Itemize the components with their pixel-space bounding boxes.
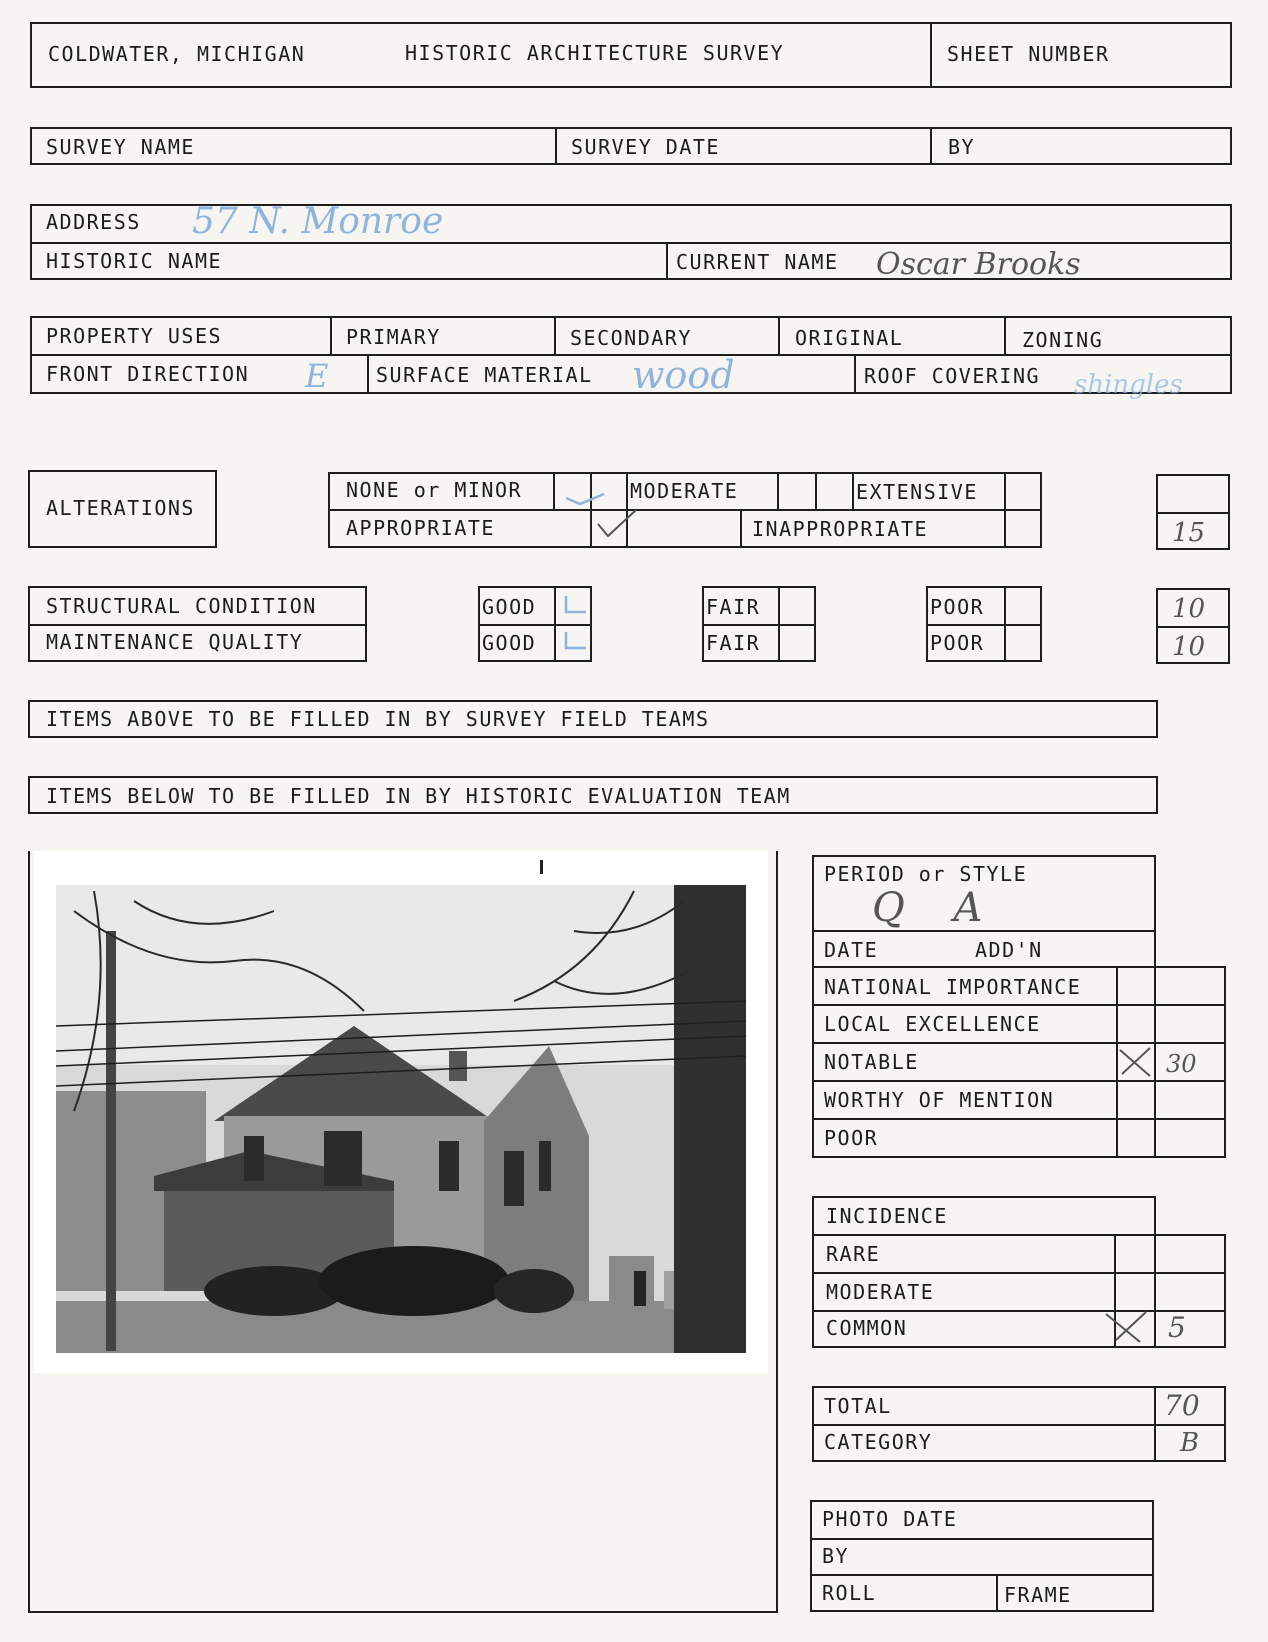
front-direction-label: FRONT DIRECTION [46,362,250,386]
structural-score: 10 [1172,594,1206,624]
zoning-label: ZONING [1022,328,1104,352]
survey-date-label: SURVEY DATE [571,135,720,159]
address-value: 57 N. Monroe [192,201,444,242]
worthy-label: WORTHY OF MENTION [824,1088,1055,1112]
structural-fair-label: FAIR [706,595,761,619]
maintenance-score: 10 [1172,632,1206,662]
incidence-label: INCIDENCE [826,1204,948,1228]
original-label: ORIGINAL [795,326,904,350]
roof-covering-value: shingles [1074,370,1183,400]
extensive-label: EXTENSIVE [856,480,978,504]
national-importance-label: NATIONAL IMPORTANCE [824,975,1082,999]
current-name-value: Oscar Brooks [876,247,1081,282]
common-label: COMMON [826,1316,908,1340]
notable-score: 30 [1166,1050,1197,1078]
total-value: 70 [1164,1389,1200,1422]
appropriate-check-mark [594,504,642,544]
note-below: ITEMS BELOW TO BE FILLED IN BY HISTORIC EVALUATION TEAM [46,784,791,808]
moderate-label: MODERATE [630,479,739,503]
structural-poor-label: POOR [930,595,985,619]
structural-good-check-mark [560,592,590,620]
current-name-label: CURRENT NAME [676,250,839,274]
photo-tick-mark [540,860,543,874]
note-above: ITEMS ABOVE TO BE FILLED IN BY SURVEY FIELD TEAMS [46,707,710,731]
local-excellence-label: LOCAL EXCELLENCE [824,1012,1041,1036]
survey-by-label: BY [948,135,976,159]
survey-name-label: SURVEY NAME [46,135,195,159]
category-value: B [1180,1428,1200,1458]
period-value: Q A [872,885,1001,931]
address-label: ADDRESS [46,210,141,234]
alterations-label: ALTERATIONS [46,496,195,520]
category-label: CATEGORY [824,1430,933,1454]
maintenance-fair-label: FAIR [706,631,761,655]
header-title: HISTORIC ARCHITECTURE SURVEY [405,41,785,65]
historic-name-label: HISTORIC NAME [46,249,223,273]
common-score: 5 [1168,1311,1186,1344]
roll-label: ROLL [822,1581,877,1605]
inappropriate-label: INAPPROPRIATE [752,517,929,541]
alterations-score: 15 [1172,518,1206,548]
structural-good-label: GOOD [482,595,537,619]
none-minor-label: NONE or MINOR [346,478,523,502]
notable-label: NOTABLE [824,1050,919,1074]
period-label: PERIOD or STYLE [824,862,1028,886]
photo-by-label: BY [822,1544,850,1568]
front-direction-value: E [305,357,329,395]
photo-date-label: PHOTO DATE [822,1507,958,1531]
incidence-moderate-label: MODERATE [826,1280,935,1304]
date-label: DATE [824,938,879,962]
property-uses-label: PROPERTY USES [46,324,223,348]
addn-label: ADD'N [975,938,1043,962]
maintenance-good-label: GOOD [482,631,537,655]
surface-material-value: wood [632,353,735,397]
sheet-number-label: SHEET NUMBER [947,42,1110,66]
common-x-mark [1100,1308,1154,1346]
primary-label: PRIMARY [346,325,441,349]
maintenance-quality-label: MAINTENANCE QUALITY [46,630,304,654]
house-photo [34,851,768,1373]
maintenance-good-check-mark [560,628,590,656]
header-city: COLDWATER, MICHIGAN [48,42,306,66]
frame-label: FRAME [1004,1583,1072,1607]
structural-condition-label: STRUCTURAL CONDITION [46,594,317,618]
eval-poor-label: POOR [824,1126,879,1150]
maintenance-poor-label: POOR [930,631,985,655]
rare-label: RARE [826,1242,881,1266]
total-label: TOTAL [824,1394,892,1418]
secondary-label: SECONDARY [570,326,692,350]
appropriate-label: APPROPRIATE [346,516,495,540]
notable-x-mark [1116,1044,1154,1080]
surface-material-label: SURFACE MATERIAL [376,363,593,387]
roof-covering-label: ROOF COVERING [864,364,1041,388]
